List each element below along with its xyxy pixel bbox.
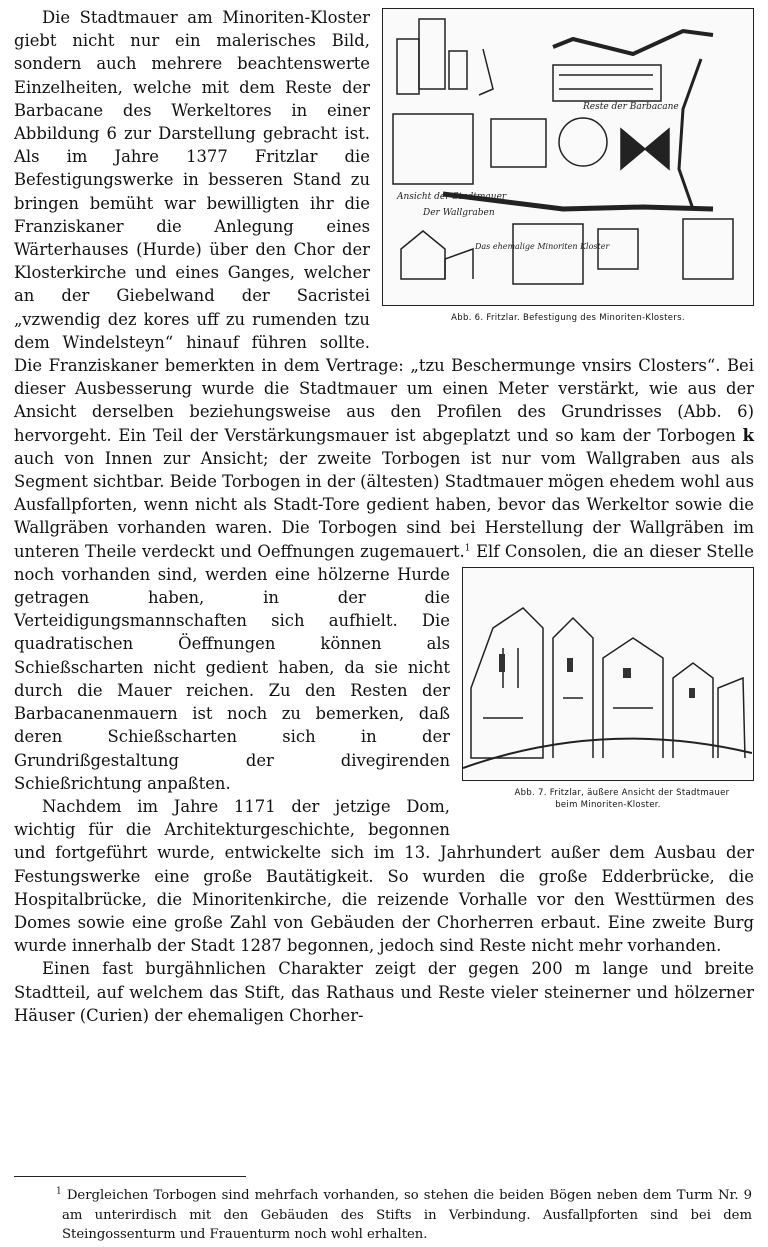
figure-6-drawing — [382, 8, 754, 306]
footnote-text: Dergleichen Torbogen sind mehrfach vorhanden, so stehen die beiden Bögen neben dem Turm Nr. 9 am unterirdisch mit den Gebäuden des Stifts in Verbindung. Ausfallpforten sind bei dem Steingossenturm und Frauenturm noch wohl erhalten. — [62, 1188, 752, 1242]
figure-7-caption-line2: beim Minoriten-Kloster. — [555, 799, 661, 810]
figure-6-label-moat: Der Wallgraben — [423, 208, 495, 218]
figure-7 — [462, 567, 754, 823]
city-wall-view-drawing — [463, 568, 752, 779]
footnote-marker: 1 — [56, 1186, 62, 1197]
paragraph-1-bold-letter: k — [742, 425, 754, 445]
fortification-plan-drawing — [383, 9, 752, 304]
paragraph-1-part-c: Elf Consolen, die an dieser Stelle noch vorhanden sind, werden eine hölzerne Hurde getragen haben, in der die Verteidigungsmannschaften sich aufhielt. Die quadratischen Öeffnungen können als Schießscharten nicht gedient haben, da sie nicht durch die Mauer reichen. Zu den Resten der Barbacanenmauern ist noch zu bemerken, daß deren Schießscharten sich in der Grundrißgestaltung der divegirenden Schießrichtung anpaßten. — [14, 541, 754, 793]
figure-7-caption — [462, 787, 754, 811]
paragraph-2: Nachdem im Jahre 1171 der jetzige Dom, wichtig für die Architekturgeschichte, begonnen und fortgeführt wurde, entwickelte sich im 13. Jahrhundert außer dem Ausbau der Festungswerke eine große Bautätigkeit. So wurden die große Edderbrücke, die Hospitalbrücke, die Minoritenkirche, die reizende Vorhalle vor den Westtürmen des Domes sowie eine große Zahl von Gebäuden der Chorherren erbaut. Eine zweite Burg wurde innerhalb der Stadt 1287 begonnen, jedoch sind Reste nicht mehr vorhanden. — [14, 796, 754, 956]
figure-6-label-wall-view: Ansicht der Stadtmauer — [397, 192, 507, 202]
paragraph-1-part-b: auch von Innen zur Ansicht; der zweite Torbogen ist nur vom Wallgraben aus als Segment sichtbar. Beide Torbogen in der (ältesten) Stadtmauer mögen ehedem wohl aus Ausfallpforten, wenn nicht als Stadt-Tore gedient haben, bevor das Werkeltor sowie die Wallgräben vorhanden waren. Die Torbogen sind bei Herstellung der Wallgräben im unteren Theile verdeckt und Oeffnungen zugemauert. — [14, 448, 754, 561]
figure-6-label-monastery: Das ehemalige Minoriten Kloster — [475, 242, 610, 251]
main-text — [14, 6, 754, 1027]
figure-7-caption-line1: Abb. 7. Fritzlar, äußere Ansicht der Stadtmauer — [514, 787, 730, 798]
figure-7-drawing — [462, 567, 754, 781]
footnote-divider — [14, 1176, 246, 1177]
figure-6-label-barbacane: Reste der Barbacane — [583, 102, 679, 112]
footnote-reference: 1 — [464, 543, 471, 554]
figure-6 — [382, 8, 754, 344]
footnote — [56, 1186, 752, 1245]
figure-6-caption: Abb. 6. Fritzlar. Befestigung des Minoriten-Klosters. — [451, 313, 685, 323]
paragraph-1-part-a: Die Stadtmauer am Minoriten-Kloster giebt nicht nur ein malerisches Bild, sondern auch mehrere beachtenswerte Einzelheiten, welche mit dem Reste der Barbacane des Werkeltores in einer Abbildung 6 zur Darstellung gebracht ist. Als im Jahre 1377 Fritzlar die Befestigungswerke in besseren Stand zu bringen bemüht war bewilligten ihr die Franziskaner die Anlegung eines Wärterhauses (Hurde) über den Chor der Klosterkirche und eines Ganges, welcher an der Giebelwand der Sacristei „vzwendig dez kores uff zu rumenden tzu dem Windelsteyn“ hinauf führen sollte. Die Franziskaner bemerkten in dem Vertrage: „tzu Beschermunge vnsirs Closters“. Bei dieser Ausbesserung wurde die Stadtmauer um einen Meter verstärkt, wie aus der Ansicht derselben beziehungsweise aus den Profilen des Grundrisses (Abb. 6) hervorgeht. Ein Teil der Verstärkungsmauer ist abgeplatzt und so kam der Torbogen — [14, 8, 754, 445]
paragraph-3: Einen fast burgähnlichen Charakter zeigt der gegen 200 m lange und breite Stadtteil, auf welchem das Stift, das Rathaus und Reste vieler steinerner und hölzerner Häuser (Curien) der ehemaligen Chorher- — [14, 959, 754, 1025]
